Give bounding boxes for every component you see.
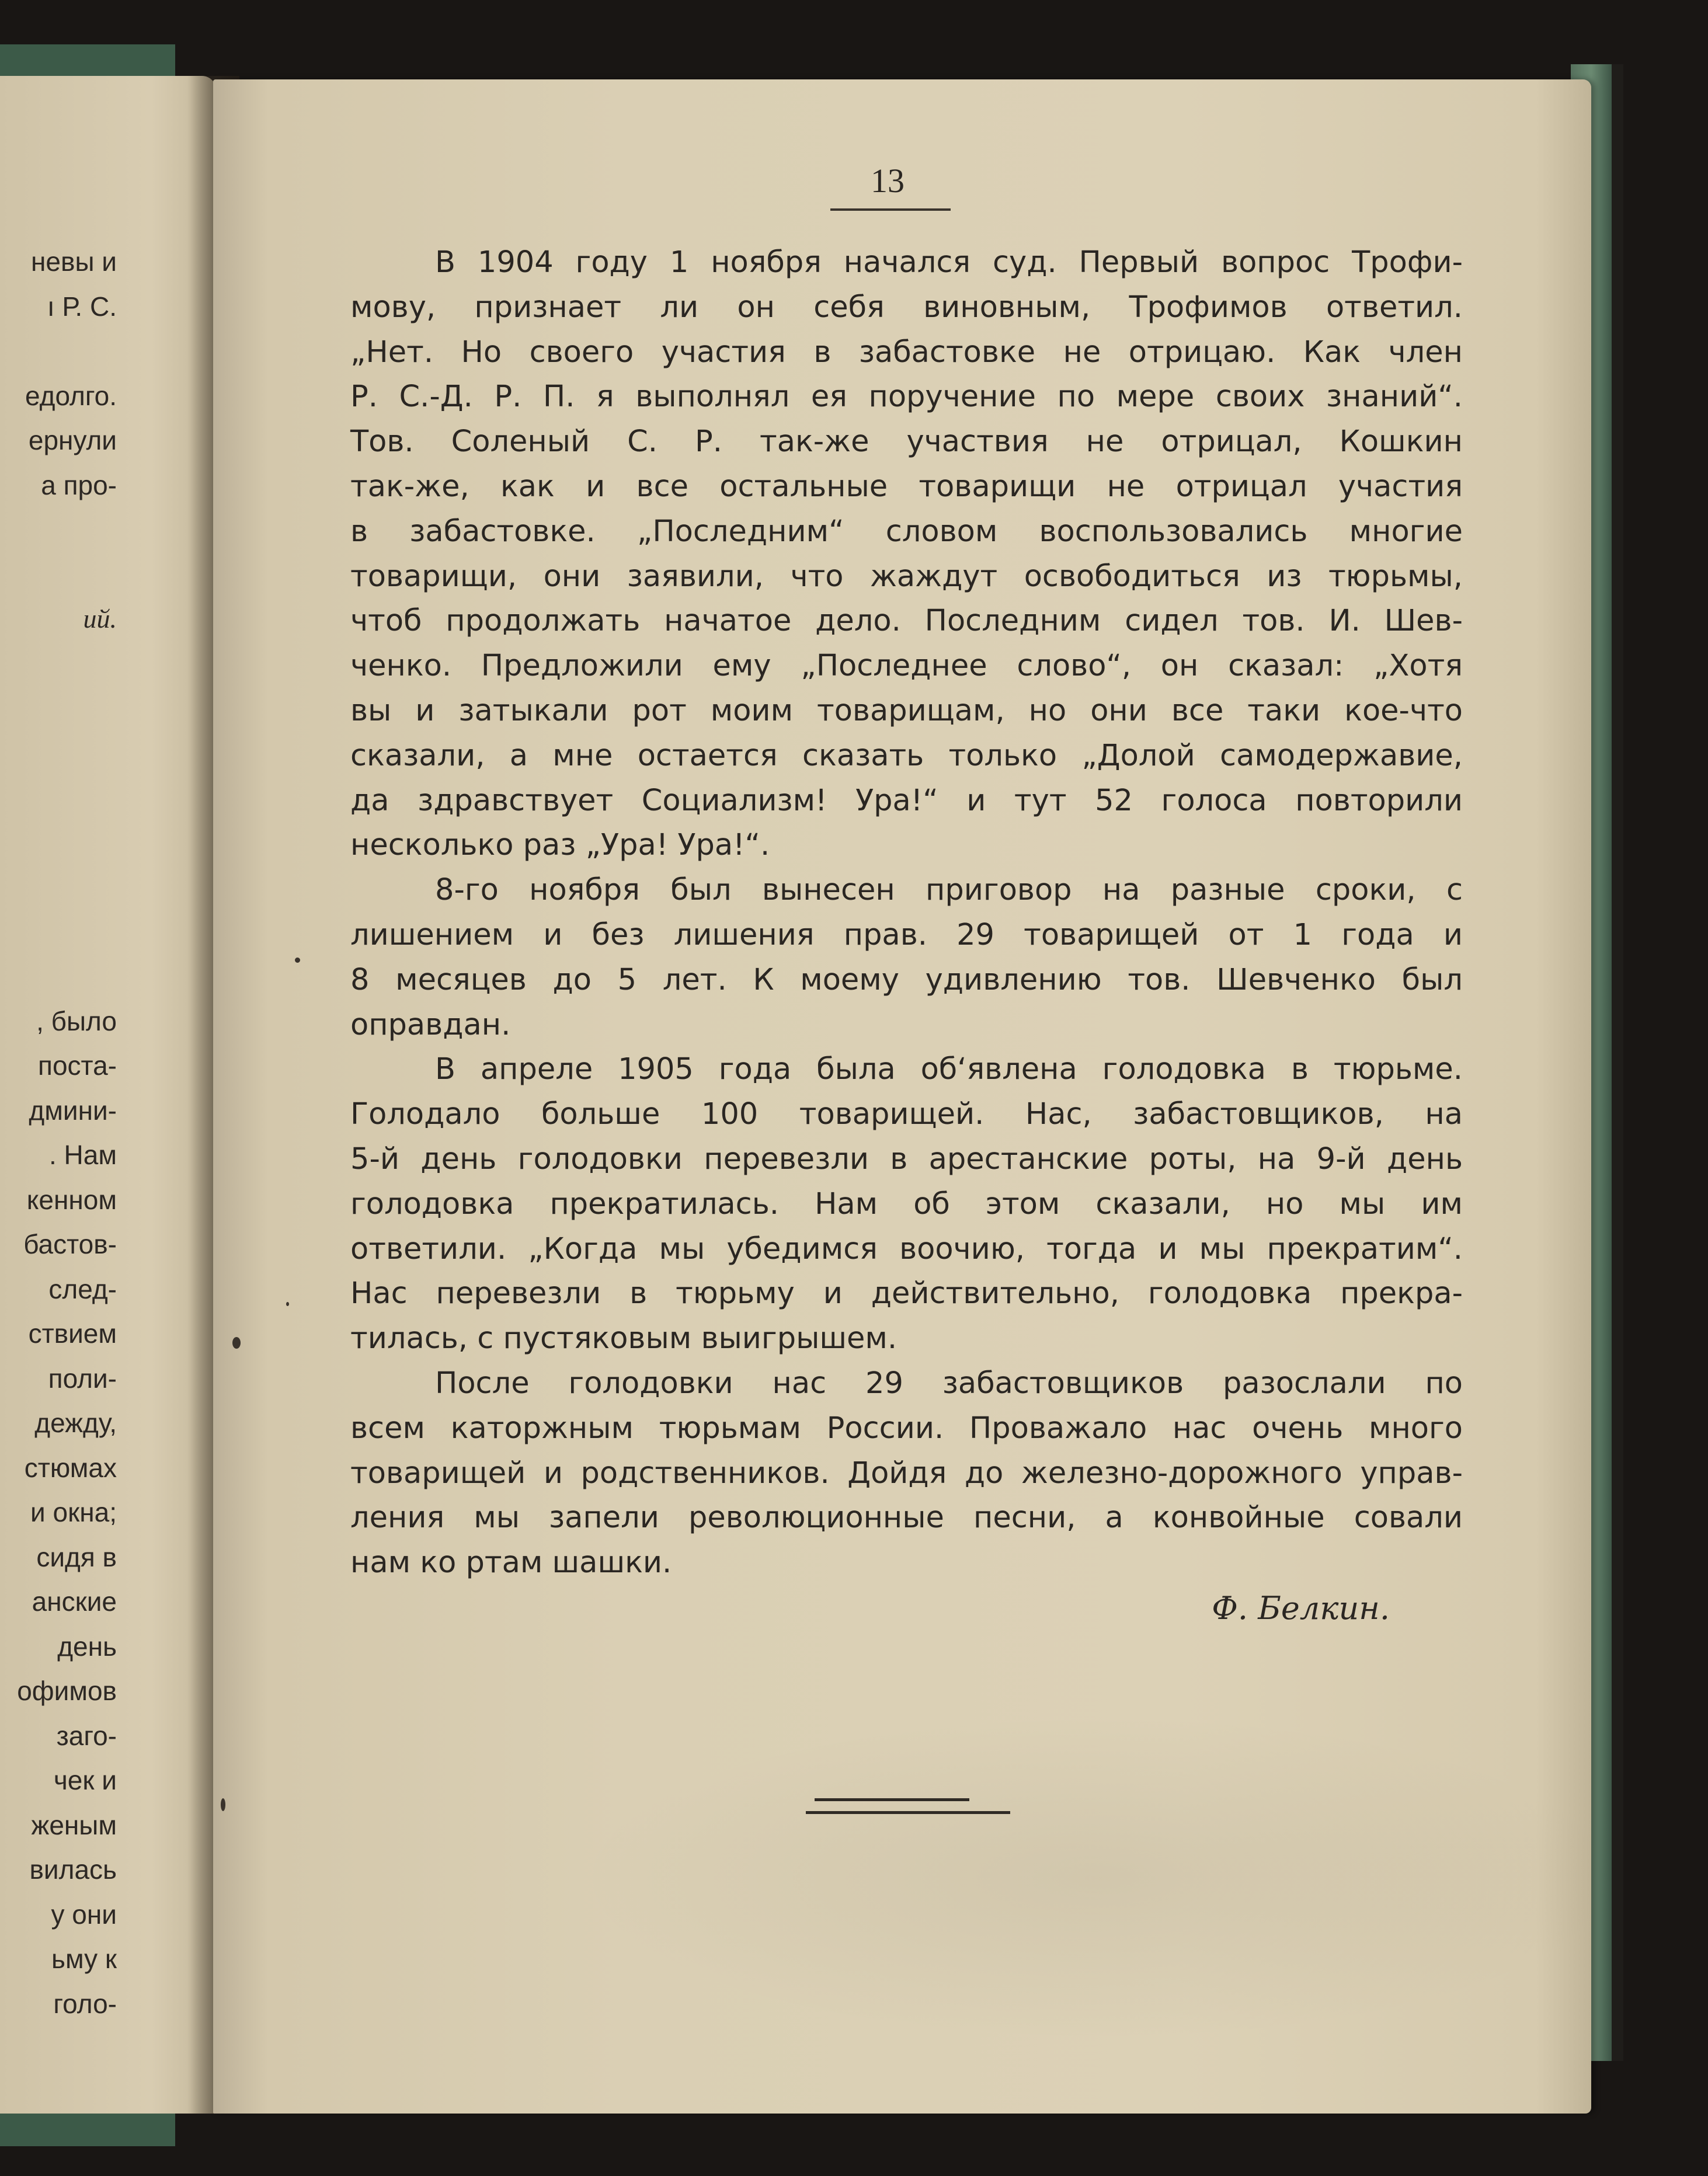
facing-page-line: ьму к	[51, 1944, 117, 1974]
text-line: 8 месяцев до 5 лет. К моему удивлению тов. Шевченко был	[350, 962, 1463, 997]
facing-page-line: , было	[36, 1005, 117, 1036]
text-line: В 1904 году 1 ноября начался суд. Первый вопрос Трофи-	[435, 245, 1463, 280]
facing-page-line: бастов-	[23, 1229, 117, 1259]
text-line: в забастовке. „Последним“ словом воспользовались многие	[350, 514, 1463, 549]
text-line: После голодовки нас 29 забастовщиков разослали по	[435, 1366, 1463, 1401]
text-line: сказали, а мне остается сказать только „Долой самодержавие,	[350, 738, 1463, 773]
facing-page-line: ернули	[28, 425, 117, 455]
text-line: голодовка прекратилась. Нам об этом сказали, но мы им	[350, 1186, 1463, 1221]
text-line: 8-го ноября был вынесен приговор на разные сроки, с	[435, 873, 1463, 908]
facing-page-line: ствием	[28, 1318, 117, 1349]
facing-page-line	[0, 865, 117, 910]
text-line: Тов. Соленый С. Р. так-же участвия не отрицал, Кошкин	[350, 424, 1463, 459]
paper-speck	[232, 1337, 241, 1349]
facing-page-line: анские	[32, 1586, 117, 1617]
text-line: тилась, с пустяковым выигрышем.	[350, 1321, 898, 1356]
text-line: оправдан.	[350, 1007, 511, 1042]
facing-page-line: чек и	[53, 1765, 117, 1795]
text-line: так-же, как и все остальные товарищи не отрицал участия	[350, 469, 1463, 504]
paper-speck	[286, 1302, 289, 1306]
author-signature: Ф. Белкин.	[1212, 1590, 1390, 1627]
facing-page-line: дежду,	[34, 1408, 117, 1438]
facing-page-text	[0, 239, 117, 2026]
facing-page-line	[0, 552, 117, 597]
text-line: Р. С.-Д. Р. П. я выполнял ея поручение по мере своих знаний“.	[350, 380, 1463, 415]
facing-page-line: сидя в	[36, 1541, 117, 1572]
facing-page-line	[0, 775, 117, 820]
text-line: 5-й день голодовки перевезли в арестанские роты, на 9-й день	[350, 1141, 1463, 1176]
facing-page-line: след-	[48, 1273, 117, 1304]
facing-page-line	[0, 642, 117, 687]
facing-page-line: голо-	[53, 1988, 117, 2019]
facing-page-line: ий.	[83, 604, 117, 633]
facing-page-line	[0, 954, 117, 999]
text-line: ответили. „Когда мы убедимся воочию, тогда и мы прекратим“.	[350, 1231, 1463, 1266]
end-rule-bottom	[806, 1811, 1010, 1814]
facing-page-line: едолго.	[25, 380, 117, 411]
text-line: Нас перевезли в тюрьму и действительно, голодовка прекра-	[350, 1276, 1463, 1311]
facing-page-line: женым	[31, 1809, 117, 1840]
page-body-text	[350, 241, 1463, 1586]
facing-page-line: кенном	[26, 1184, 117, 1215]
text-line: „Нет. Но своего участия в забастовке не отрицаю. Как член	[350, 335, 1463, 370]
text-line: да здравствует Социализм! Ура!“ и тут 52 голоса повторили	[350, 783, 1463, 818]
facing-page	[0, 76, 216, 2114]
text-line: ченко. Предложили ему „Последнее слово“, он сказал: „Хотя	[350, 649, 1463, 684]
text-line: лишением и без лишения прав. 29 товарищей от 1 года и	[350, 917, 1463, 952]
text-line: вы и затыкали рот моим товарищам, но они все таки кое-что	[350, 693, 1463, 728]
text-line: товарищей и родственников. Дойдя до железно-дорожного управ-	[350, 1456, 1463, 1491]
facing-page-line	[0, 329, 117, 374]
text-line: нам ко ртам шашки.	[350, 1545, 672, 1580]
facing-page-line: ı Р. С.	[47, 291, 117, 322]
facing-page-line	[0, 731, 117, 776]
facing-page-line: стюмах	[24, 1452, 117, 1483]
facing-page-line	[0, 507, 117, 552]
facing-page-line: заго-	[56, 1720, 117, 1751]
facing-page-line: у они	[51, 1899, 117, 1930]
show-through	[575, 1714, 1626, 2041]
facing-page-line: день	[57, 1631, 117, 1662]
paper-speck	[295, 958, 300, 963]
text-line: Голодало больше 100 товарищей. Нас, забастовщиков, на	[350, 1097, 1463, 1132]
facing-page-line: невы и	[31, 246, 117, 277]
facing-page-line: вилась	[29, 1854, 117, 1885]
facing-page-line: дмини-	[29, 1095, 117, 1126]
facing-page-line: а про-	[41, 469, 117, 500]
facing-page-line	[0, 820, 117, 865]
page-number-rule	[830, 208, 951, 211]
text-line: ления мы запели революционные песни, а конвойные совали	[350, 1500, 1463, 1536]
text-line: несколько раз „Ура! Ура!“.	[350, 828, 770, 863]
end-rule-top	[815, 1798, 969, 1801]
facing-page-line: поста-	[38, 1050, 117, 1081]
facing-page-line: офимов	[17, 1676, 117, 1706]
text-line: всем каторжным тюрьмам России. Проважало нас очень много	[350, 1411, 1463, 1446]
text-line: мову, признает ли он себя виновным, Трофимов ответил.	[350, 290, 1463, 325]
facing-page-line: и окна;	[30, 1497, 117, 1527]
text-line: чтоб продолжать начатое дело. Последним сидел тов. И. Шев-	[350, 604, 1463, 639]
facing-page-line	[0, 686, 117, 731]
facing-page-line	[0, 910, 117, 955]
page-number: 13	[871, 162, 905, 200]
text-line: В апреле 1905 года была об‘явлена голодовка в тюрьме.	[435, 1052, 1463, 1087]
facing-page-line: . Нам	[49, 1140, 117, 1170]
facing-page-line: поли-	[48, 1363, 117, 1394]
text-line: товарищи, они заявили, что жаждут освободиться из тюрьмы,	[350, 559, 1463, 594]
paper-speck	[221, 1798, 225, 1811]
